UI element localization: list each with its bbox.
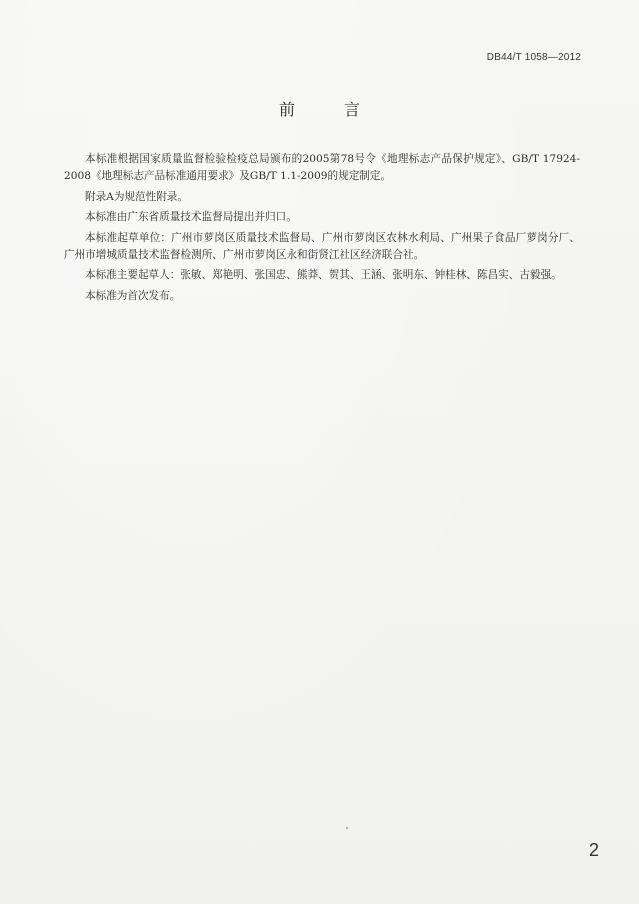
document-number: DB44/T 1058—2012: [486, 52, 581, 63]
paragraph-drafters: 本标准主要起草人：张敏、郑艳明、张国忠、熊莽、贺其、王涵、张明东、钟桂林、陈昌实、古毅强。: [85, 269, 562, 282]
scan-speck: [346, 827, 348, 829]
paragraph-proposer: 本标准由广东省质量技术监督局提出并归口。: [85, 211, 297, 224]
paragraph-appendix: 附录A为规范性附录。: [85, 190, 188, 203]
page-number: 2: [588, 840, 599, 860]
paragraph-basis: 本标准根据国家质量监督检验检疫总局颁布的2005第78号令《地理标志产品保护规定》、GB/T 17924-2008《地理标志产品标准通用要求》及GB/T 1.1-2009的规定制定。: [64, 153, 580, 183]
page-title: 前 言: [278, 100, 383, 119]
foreword-body: [64, 151, 580, 308]
paragraph-first-release: 本标准为首次发布。: [85, 289, 181, 302]
paragraph-drafting-units: 本标准起草单位：广州市萝岗区质量技术监督局、广州市萝岗区农林水利局、广州果子食品厂萝岗分厂、广州市增城质量技术监督检测所、广州市萝岗区永和街贤江社区经济联合社。: [64, 231, 580, 262]
